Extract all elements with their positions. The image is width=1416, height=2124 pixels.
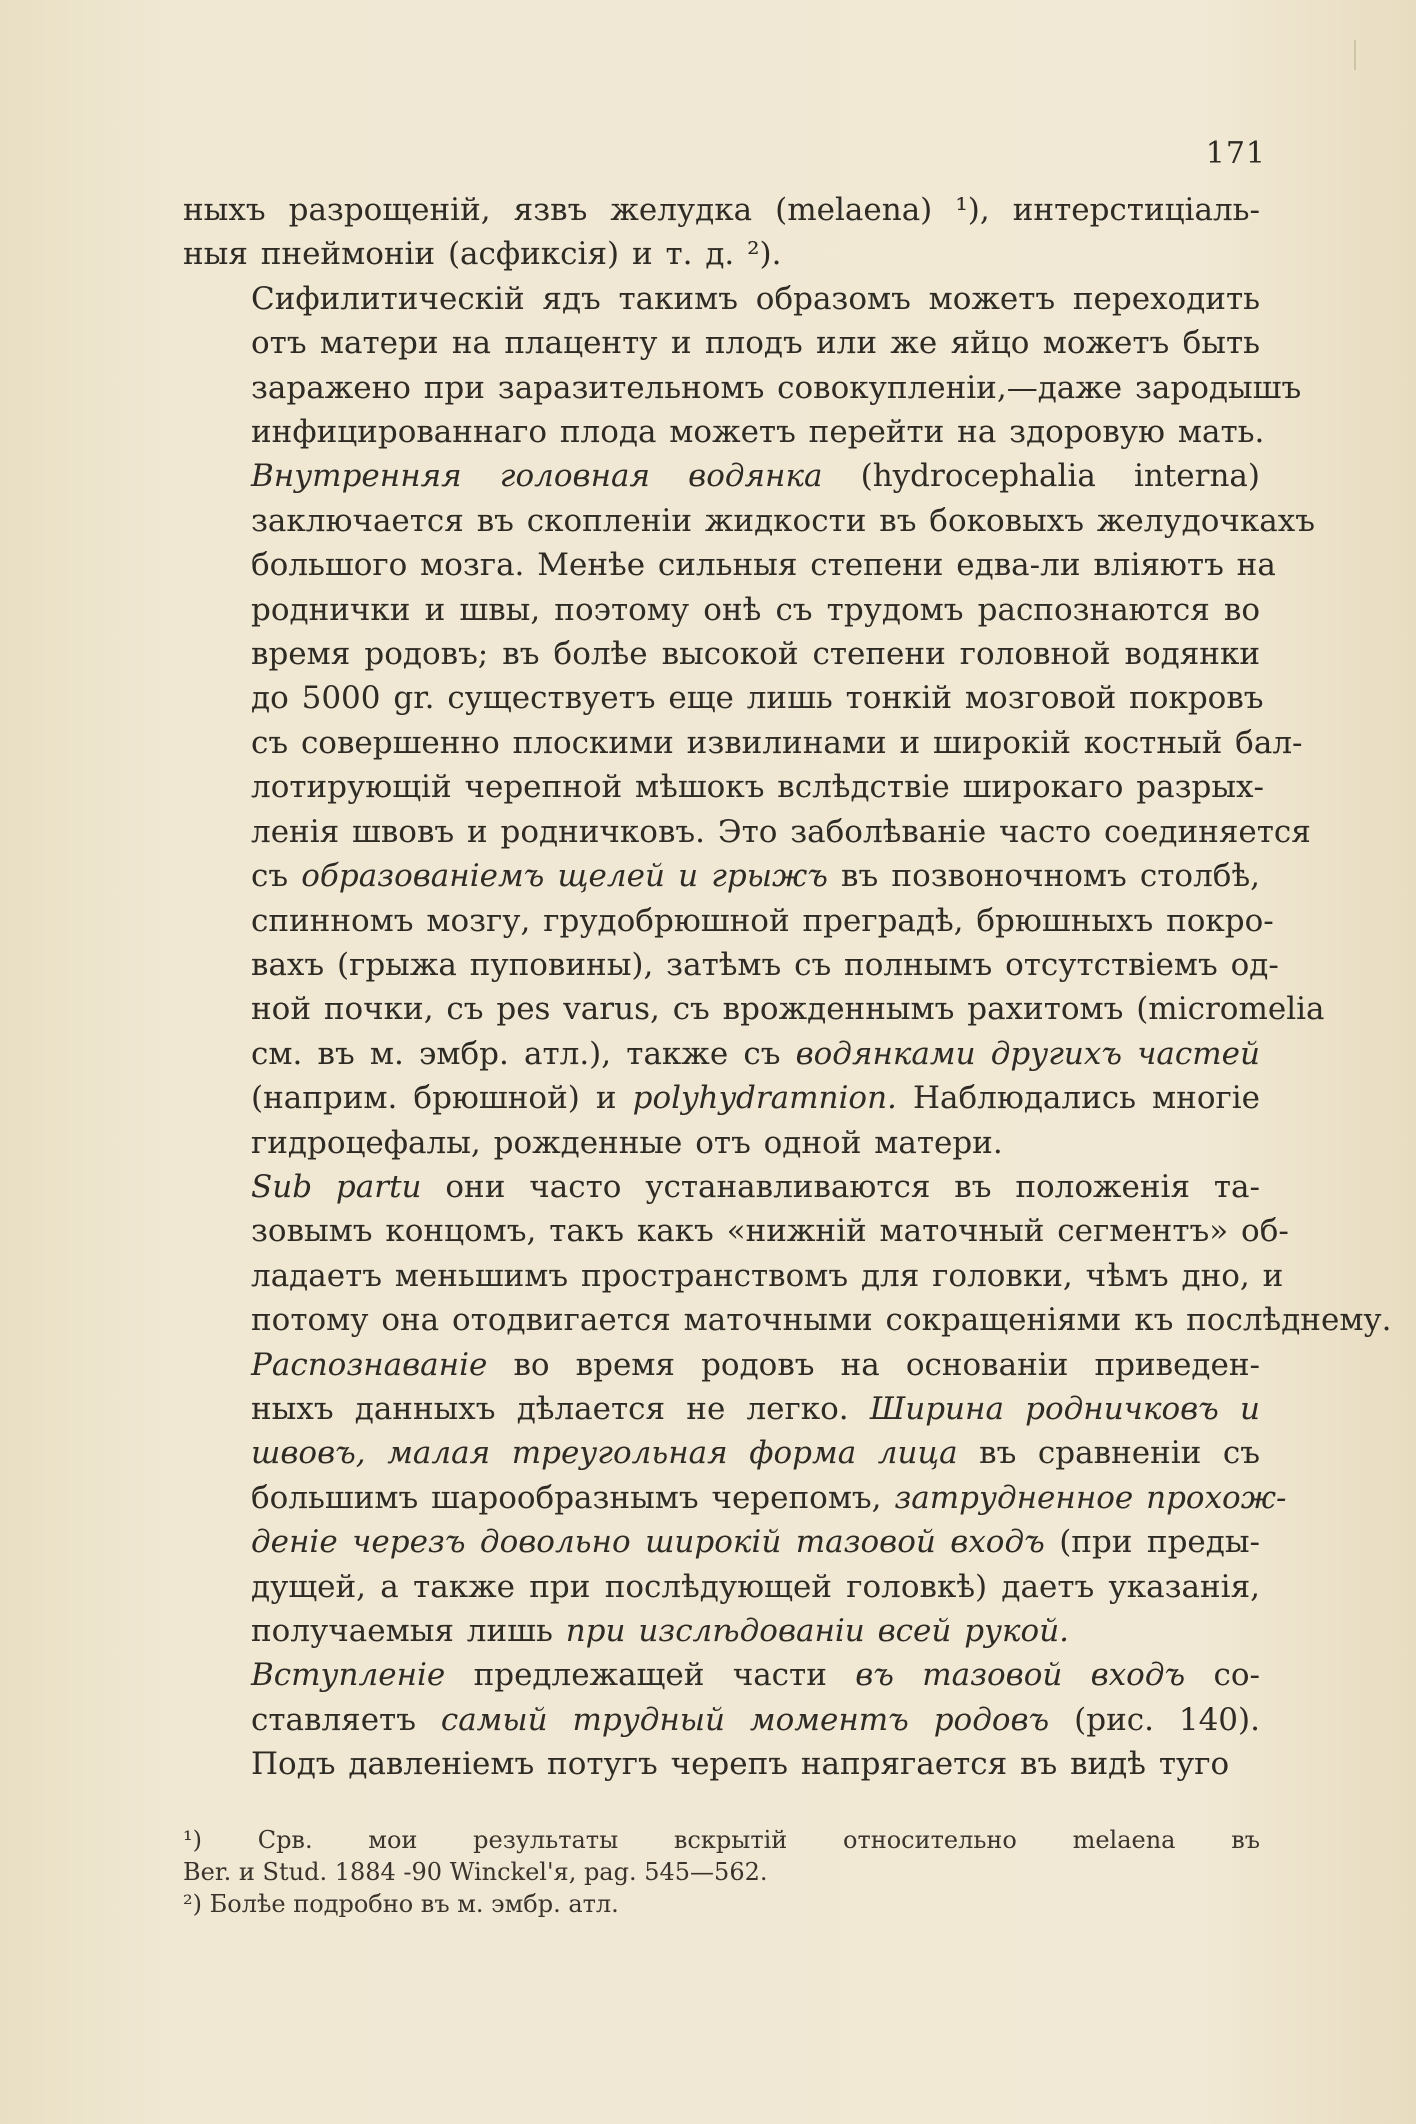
text-run: большимъ шарообразнымъ черепомъ, bbox=[251, 1479, 895, 1516]
text-run: вахъ (грыжа пуповины), затѣмъ съ полнымъ отсутствіемъ од- bbox=[251, 946, 1279, 983]
text-run: Подъ давленіемъ потугъ черепъ напрягается въ видѣ туго bbox=[251, 1746, 1230, 1783]
text-run: ныхъ разрощеній, язвъ желудка (melaena) ¹), интерстиціаль- bbox=[183, 192, 1260, 228]
text-run: отъ матери на плаценту и плодъ или же яйцо можетъ быть bbox=[251, 325, 1260, 362]
text-line bbox=[183, 943, 1279, 987]
italic-text: Внутренняя головная водянка bbox=[251, 458, 823, 495]
text-run: ставляетъ bbox=[251, 1701, 441, 1738]
paragraph bbox=[183, 1343, 1287, 1654]
text-run: см. въ м. эмбр. атл.), также съ bbox=[251, 1035, 796, 1072]
text-run: (при преды- bbox=[1044, 1524, 1260, 1561]
text-run: спинномъ мозгу, грудобрюшной преградѣ, брюшныхъ покро- bbox=[251, 902, 1274, 939]
text-line bbox=[183, 543, 1276, 587]
text-line bbox=[183, 188, 1260, 232]
paragraph bbox=[183, 1653, 1260, 1786]
text-line bbox=[183, 499, 1315, 543]
text-line bbox=[183, 1298, 1392, 1342]
text-line bbox=[183, 1209, 1289, 1253]
text-run: получаемыя лишь bbox=[251, 1613, 566, 1649]
text-line bbox=[183, 1121, 1260, 1165]
text-line bbox=[183, 1387, 1260, 1431]
paragraph bbox=[183, 188, 1260, 277]
text-run: (hydrocephalia interna) bbox=[822, 458, 1260, 495]
text-line bbox=[183, 854, 1260, 898]
text-run: (рис. 140). bbox=[1049, 1701, 1260, 1738]
text-line bbox=[183, 1565, 1260, 1609]
paragraph bbox=[183, 454, 1325, 1165]
italic-text: затрудненное прохож- bbox=[894, 1479, 1287, 1516]
text-run: предлежащей части bbox=[445, 1657, 856, 1694]
footnote-line: ²) Болѣе подробно въ м. эмбр. атл. bbox=[183, 1890, 619, 1918]
text-run: съ bbox=[251, 858, 302, 895]
text-run: они часто устанавливаются въ положенія та- bbox=[421, 1168, 1261, 1205]
text-line bbox=[183, 1076, 1260, 1120]
italic-text: въ тазовой входъ bbox=[855, 1657, 1186, 1694]
text-line bbox=[183, 366, 1302, 410]
text-line bbox=[183, 1032, 1260, 1076]
text-run: зовымъ концомъ, такъ какъ «нижній маточный сегментъ» об- bbox=[251, 1213, 1289, 1250]
text-line bbox=[183, 277, 1260, 321]
text-line bbox=[183, 321, 1260, 365]
text-run: лотирующій черепной мѣшокъ вслѣдствіе широкаго разрых- bbox=[251, 769, 1264, 806]
paragraph bbox=[183, 277, 1302, 455]
text-line bbox=[183, 232, 1260, 276]
footnotes bbox=[183, 1824, 1260, 1920]
text-line bbox=[183, 1698, 1260, 1742]
text-line bbox=[183, 765, 1264, 809]
italic-text: швовъ, малая треугольная форма лица bbox=[251, 1435, 958, 1472]
italic-text: Вступленіе bbox=[251, 1657, 446, 1694]
text-run: инфицированнаго плода можетъ перейти на здоровую мать. bbox=[251, 414, 1265, 451]
text-run: со- bbox=[1185, 1657, 1260, 1694]
text-run: большого мозга. Менѣе сильныя степени едва-ли вліяютъ на bbox=[251, 547, 1276, 584]
text-run: заключается въ скопленіи жидкости въ боковыхъ желудочкахъ bbox=[251, 502, 1315, 539]
text-line bbox=[183, 721, 1303, 765]
main-text bbox=[183, 188, 1392, 1787]
text-run: ныя пнеймоніи (асфиксія) и т. д. ²). bbox=[183, 236, 782, 273]
italic-text: Распознаваніе bbox=[251, 1346, 488, 1383]
italic-text: при изслѣдованіи всей рукой. bbox=[565, 1613, 1070, 1649]
text-run: Сифилитическій ядъ такимъ образомъ можетъ переходить bbox=[251, 280, 1260, 317]
text-run: время родовъ; въ болѣе высокой степени головной водянки bbox=[251, 636, 1260, 673]
text-run: до 5000 gr. существуетъ еще лишь тонкій мозговой покровъ bbox=[251, 680, 1264, 717]
text-line bbox=[183, 1609, 1260, 1653]
text-line bbox=[183, 1653, 1260, 1697]
text-run: дущей, а также при послѣдующей головкѣ) даетъ указанія, bbox=[251, 1568, 1260, 1605]
text-line bbox=[183, 632, 1260, 676]
text-run: съ совершенно плоскими извилинами и широкій костный бал- bbox=[251, 724, 1303, 761]
italic-text: деніе черезъ довольно широкій тазовой входъ bbox=[251, 1524, 1045, 1561]
text-run: во время родовъ на основаніи приведен- bbox=[487, 1346, 1260, 1383]
text-line bbox=[183, 899, 1274, 943]
text-line bbox=[183, 410, 1265, 454]
italic-text: водянками другихъ частей bbox=[795, 1035, 1260, 1072]
text-run: потому она отодвигается маточными сокращеніями къ послѣднему. bbox=[251, 1302, 1392, 1339]
text-run: ной почки, съ pes varus, съ врожденнымъ рахитомъ (micromelia bbox=[251, 991, 1325, 1028]
text-run: въ сравненіи съ bbox=[957, 1435, 1260, 1472]
text-line bbox=[183, 1742, 1260, 1786]
text-line bbox=[183, 1165, 1260, 1209]
italic-text: Sub partu bbox=[251, 1168, 422, 1205]
footnote-line: ¹) Срв. мои результаты вскрытій относительно melaena въ bbox=[183, 1826, 1260, 1854]
text-line bbox=[183, 454, 1260, 498]
text-line bbox=[183, 810, 1311, 854]
text-run: (наприм. брюшной) и bbox=[251, 1080, 633, 1117]
text-run: Наблюдались многіе bbox=[896, 1080, 1260, 1117]
text-line bbox=[183, 676, 1264, 720]
text-run: роднички и швы, поэтому онѣ съ трудомъ распознаются во bbox=[251, 591, 1260, 628]
text-line bbox=[183, 1520, 1260, 1564]
text-line bbox=[183, 1431, 1260, 1475]
italic-text: polyhydramnion. bbox=[632, 1080, 897, 1117]
page-edge-mark bbox=[1354, 40, 1356, 70]
text-line bbox=[183, 1476, 1287, 1520]
italic-text: образованіемъ щелей и грыжъ bbox=[301, 858, 828, 895]
text-run: ныхъ данныхъ дѣлается не легко. bbox=[251, 1390, 870, 1427]
footnote-line: Ber. и Stud. 1884 -90 Winckel'я, pag. 545—562. bbox=[183, 1858, 768, 1886]
italic-text: Ширина родничковъ и bbox=[869, 1390, 1260, 1427]
italic-text: самый трудный моментъ родовъ bbox=[440, 1701, 1050, 1738]
paragraph bbox=[183, 1165, 1392, 1343]
text-line bbox=[183, 588, 1260, 632]
text-run: гидроцефалы, рожденные отъ одной матери. bbox=[251, 1124, 1003, 1161]
text-run: въ позвоночномъ столбѣ, bbox=[827, 858, 1260, 895]
text-run: заражено при заразительномъ совокупленіи,—даже зародышъ bbox=[251, 369, 1302, 406]
text-line bbox=[183, 1343, 1260, 1387]
text-run: ладаетъ меньшимъ пространствомъ для головки, чѣмъ дно, и bbox=[251, 1257, 1284, 1294]
text-run: ленія швовъ и родничковъ. Это заболѣваніе часто соединяется bbox=[251, 813, 1311, 850]
text-line bbox=[183, 1254, 1284, 1298]
page-number: 171 bbox=[1205, 136, 1266, 171]
text-line bbox=[183, 987, 1325, 1031]
